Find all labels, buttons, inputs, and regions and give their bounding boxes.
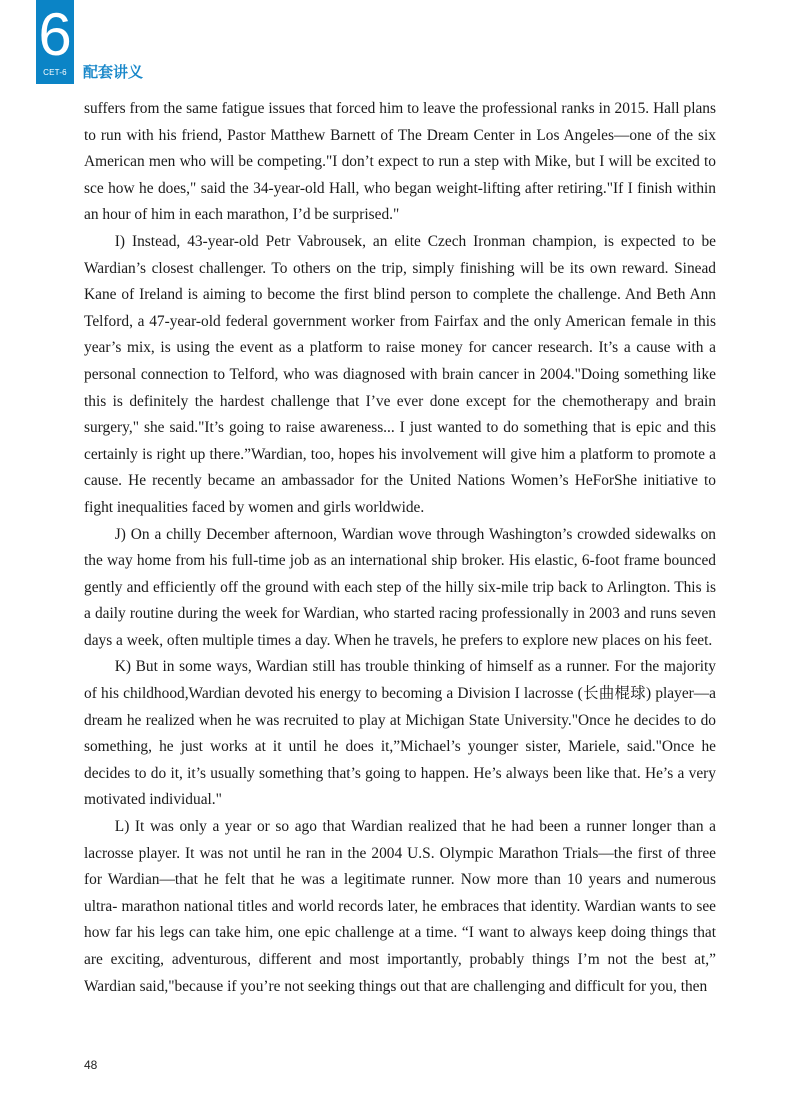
header-title: 配套讲义 [83,63,144,81]
paragraph-j: J) On a chilly December afternoon, Wardian wove through Washington’s crowded sidewalks on the way home from his full-time job as an international ship broker. His elastic, 6-foot frame bounced gently and efficiently off the ground with each step of the hilly six-mile trip back to Arlington. This is a daily routine during the week for Wardian, who started racing professionally in 2003 and runs seven days a week, often multiple times a day. When he travels, he prefers to explore new places on his feet. [84,525,716,649]
body-text [84,96,716,1000]
paragraph-k: K) But in some ways, Wardian still has trouble thinking of himself as a runner. For the majority of his childhood,Wardian devoted his energy to becoming a Division I lacrosse (长曲棍球) player—a dream he realized when he was recruited to play at Michigan State University."Once he decides to do something, he just works at it until he does it,”Michael’s younger sister, Mariele, said."Once he decides to do it, it’s usually something that’s going to happen. He’s always been like that. He’s a very motivated individual." [84,658,716,809]
paragraph-l: L) It was only a year or so ago that Wardian realized that he had been a runner longer than a lacrosse player. It was not until he ran in the 2004 U.S. Olympic Marathon Trials—the first of three for Wardian—that he felt that he was a legitimate runner. Now more than 10 years and numerous ultra- marathon national titles and world records later, he embraces that identity. Wardian wants to see how far his legs can take him, one epic challenge at a time. “I want to always keep doing things that are exciting, adventurous, different and most importantly, probably things I’m not the best at,” Wardian said,"because if you’re not seeking things out that are challenging and difficult for you, then [84,818,716,995]
paragraph-i: I) Instead, 43-year-old Petr Vabrousek, an elite Czech Ironman champion, is expected to be Wardian’s closest challenger. To others on the trip, simply finishing will be its own reward. Sinead Kane of Ireland is aiming to become the first blind person to complete the challenge. And Beth Ann Telford, a 47-year-old federal government worker from Fairfax and the only American female in this year’s mix, is using the event as a platform to raise money for cancer research. It’s a cause with a personal connection to Telford, who was diagnosed with brain cancer in 2004."Doing something like this is definitely the hardest challenge that I’ve ever done except for the chemotherapy and brain surgery," she said."It’s going to raise awareness... I just wanted to do something that is epic and this certainly is right up there.”Wardian, too, hopes his involvement will give him a platform to promote a cause. He recently became an ambassador for the United Nations Women’s HeForShe initiative to fight inequalities faced by women and girls worldwide. [84,232,716,516]
page-number: 48 [84,1058,98,1072]
chapter-number: 6 [38,1,72,68]
paragraph-continuation: suffers from the same fatigue issues that forced him to leave the professional ranks in 2015. Hall plans to run with his friend, Pastor Matthew Barnett of The Dream Center in Los Angeles—one of the six American men who will be competing."I don’t expect to run a step with Mike, but I will be excited to sce how he does," said the 34-year-old Hall, who began weight-lifting after retiring."If I finish within an hour of him in each marathon, I’d be surprised." [84,100,716,224]
chapter-badge [36,0,74,84]
chapter-label: CET-6 [43,68,67,77]
page-header [0,0,800,90]
